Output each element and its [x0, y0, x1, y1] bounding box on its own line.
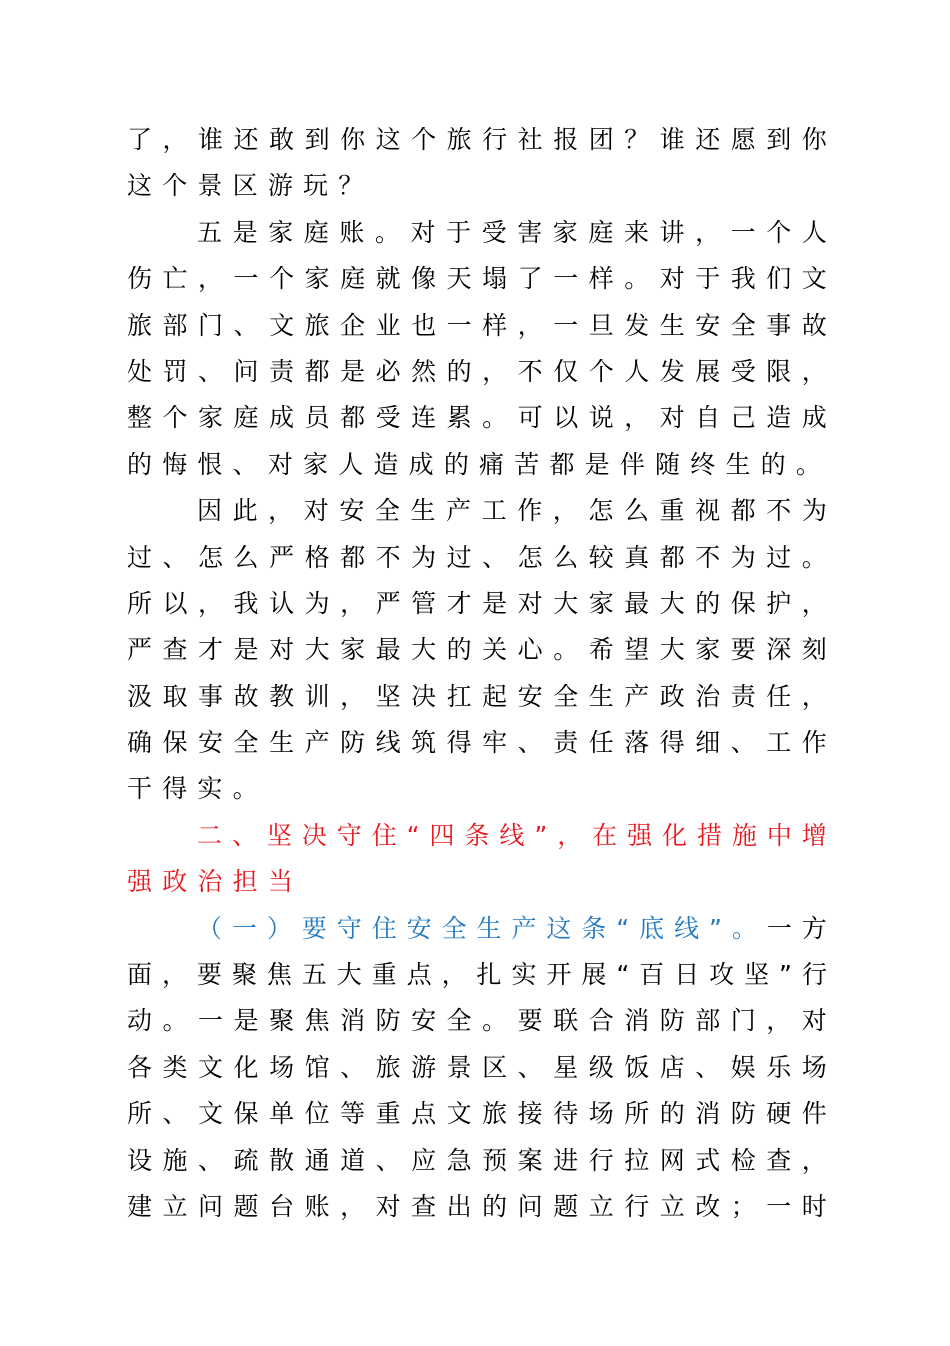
text-line: 因 此 ， 对 安 全 生 产 工 作 ， 怎 么 重 视 都 不 为 [197, 496, 827, 526]
text-line: 的 悔 恨 、 对 家 人 造 成 的 痛 苦 都 是 伴 随 终 生 的 。 [127, 449, 832, 479]
text-line: 面 ， 要 聚 焦 五 大 重 点 ， 扎 实 开 展 “ 百 日 攻 坚 ” 行 [127, 960, 827, 990]
text-line: 动 。 一 是 聚 焦 消 防 安 全 。 要 联 合 消 防 部 门 ， 对 [127, 1006, 827, 1036]
text-line: 这 个 景 区 游 玩 ？ [127, 171, 374, 201]
text-line: 所 、 文 保 单 位 等 重 点 文 旅 接 待 场 所 的 消 防 硬 件 [127, 1099, 827, 1129]
text-line: 处 罚 、 问 责 都 是 必 然 的 ， 不 仅 个 人 发 展 受 限 ， [127, 356, 827, 386]
text-line: 设 施 、 疏 散 通 道 、 应 急 预 案 进 行 拉 网 式 检 查 ， [127, 1145, 827, 1175]
text-line: （ 一 ） 要 守 住 安 全 生 产 这 条 “ 底 线 ” 。 一 方 [197, 913, 827, 943]
text-line: 建 立 问 题 台 账 ， 对 查 出 的 问 题 立 行 立 改 ； 一 时 [127, 1191, 827, 1221]
text-line: 五 是 家 庭 账 。 对 于 受 害 家 庭 来 讲 ， 一 个 人 [197, 217, 827, 247]
text-line: 二 、 坚 决 守 住 “ 四 条 线 ” ， 在 强 化 措 施 中 增 [197, 820, 827, 850]
text-line: 了 ， 谁 还 敢 到 你 这 个 旅 行 社 报 团 ？ 谁 还 愿 到 你 [127, 125, 827, 154]
document-body [127, 117, 832, 1230]
text-line: 旅 部 门 、 文 旅 企 业 也 一 样 ， 一 旦 发 生 安 全 事 故 [127, 310, 827, 340]
text-line: 干 得 实 。 [127, 774, 268, 804]
text-line: 过 、 怎 么 严 格 都 不 为 过 、 怎 么 较 真 都 不 为 过 。 [127, 542, 827, 572]
text-line: 严 查 才 是 对 大 家 最 大 的 关 心 。 希 望 大 家 要 深 刻 [127, 635, 827, 665]
text-line: 伤 亡 ， 一 个 家 庭 就 像 天 塌 了 一 样 。 对 于 我 们 文 [127, 264, 827, 294]
text-line: 强 政 治 担 当 [127, 867, 304, 897]
text-line: 确 保 安 全 生 产 防 线 筑 得 牢 、 责 任 落 得 细 、 工 作 [127, 728, 827, 758]
text-line: 所 以 ， 我 认 为 ， 严 管 才 是 对 大 家 最 大 的 保 护 ， [127, 588, 827, 618]
text-line: 汲 取 事 故 教 训 ， 坚 决 扛 起 安 全 生 产 政 治 责 任 ， [127, 681, 827, 711]
text-line: 各 类 文 化 场 馆 、 旅 游 景 区 、 星 级 饭 店 、 娱 乐 场 [127, 1052, 827, 1082]
text-line: 整 个 家 庭 成 员 都 受 连 累 。 可 以 说 ， 对 自 己 造 成 [127, 403, 827, 433]
